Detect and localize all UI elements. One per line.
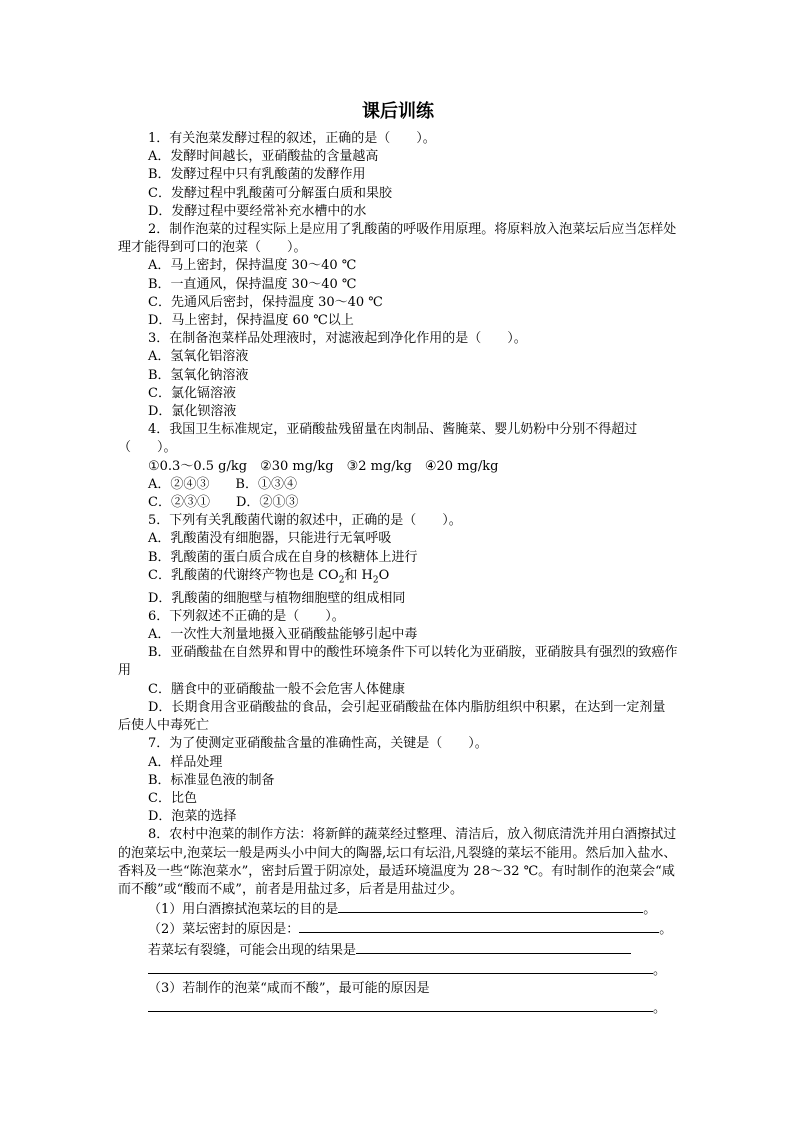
worksheet [118,100,678,1018]
sub-question-3: （3）若制作的泡菜“咸而不酸”，最可能的原因是 [148,980,430,996]
option-d: D．发酵过程中要经常补充水槽中的水 [148,203,367,219]
question-stem: 6．下列叙述不正确的是（ ）。 [148,608,345,624]
sub-question-1: （1）用白酒擦拭泡菜坛的目的是 。 [118,899,678,919]
question-stem: 7．为了使测定亚硝酸盐含量的准确性高，关键是（ ）。 [148,736,488,752]
question-4 [118,421,678,512]
sub-question-2b-continued: 。 [118,960,678,980]
option-a: A．发酵时间越长，亚硝酸盐的含量越高 [148,149,379,165]
question-8 [118,826,678,1018]
question-items: ①0.3～0.5 g/kg ②30 mg/kg ③2 mg/kg ④20 mg/kg [148,458,499,474]
sub-question-3-continued: 。 [118,998,678,1018]
option-a: A．样品处理 [148,754,223,770]
option-b: B．一直通风，保持温度 30～40 ℃ [148,276,357,292]
option-a: A．一次性大剂量地摄入亚硝酸盐能够引起中毒 [148,627,418,643]
option-a: A．乳酸菌没有细胞器，只能进行无氧呼吸 [148,531,392,547]
question-stem: 3．在制备泡菜样品处理液时，对滤液起到净化作用的是（ ）。 [148,331,527,347]
option-b: B．①③④ [235,476,297,492]
option-c: C．先通风后密封，保持温度 30～40 ℃ [148,294,383,310]
question-stem: 8．农村中泡菜的制作方法：将新鲜的蔬菜经过整理、清洁后，放入彻底清洗并用白酒擦拭过的泡菜坛中,泡菜坛一般是两头小中间大的陶器,坛口有坛沿,凡裂缝的菜坛不能用。然后加入盐水、香料及一些“陈泡菜水”，密封后置于阴凉处，最适环境温度为 28～32 ℃。有时制作的泡菜会“咸而不酸”或“酸而不咸”，前者是用盐过多，后者是用盐过少。 [118,827,677,897]
question-1 [118,130,678,221]
question-3 [118,330,678,421]
option-c: C．氯化镉溶液 [148,385,236,401]
option-a: A．②④③ [148,476,210,492]
answer-blank[interactable] [148,960,653,974]
option-b: B．标准显色液的制备 [148,772,275,788]
option-a: A．马上密封，保持温度 30～40 ℃ [148,258,357,274]
question-stem: 1．有关泡菜发酵过程的叙述，正确的是（ ）。 [148,131,436,146]
option-c: C．发酵过程中乳酸菌可分解蛋白质和果胶 [148,185,392,201]
option-c: C．②③① [148,495,210,511]
option-b: B．氢氧化钠溶液 [148,367,249,383]
option-d: D．②①③ [235,495,299,511]
option-c: C．乳酸菌的代谢终产物也是 $CO_2$和 $H_2O$ [148,567,390,586]
question-5 [118,512,678,608]
answer-blank[interactable] [299,919,659,933]
options-row-1 [118,476,678,494]
option-a: A．氢氧化铝溶液 [148,349,249,365]
question-7 [118,735,678,826]
option-b: B．乳酸菌的蛋白质合成在自身的核糖体上进行 [148,549,418,565]
sub-question-2: （2）菜坛密封的原因是： 。 [118,919,678,939]
options-row-2 [118,494,678,512]
option-c: C．膳食中的亚硝酸盐一般不会危害人体健康 [148,681,405,697]
page-title: 课后训练 [362,101,434,122]
answer-blank[interactable] [338,899,643,913]
option-d: D．长期食用含亚硝酸盐的食品，会引起亚硝酸盐在体内脂肪组织中积累，在达到一定剂量后使人中毒死亡 [118,699,666,734]
answer-blank[interactable] [148,998,653,1012]
option-d: D．泡菜的选择 [148,809,237,825]
question-stem: 4．我国卫生标准规定，亚硝酸盐残留量在肉制品、酱腌菜、婴儿奶粉中分别不得超过（ ）。 [118,422,638,456]
option-d: D．乳酸菌的细胞壁与植物细胞壁的组成相同 [148,590,406,606]
option-b: B．亚硝酸盐在自然界和胃中的酸性环境条件下可以转化为亚硝胺，亚硝胺具有强烈的致癌作用 [118,645,678,679]
option-d: D．氯化钡溶液 [148,404,237,420]
option-c: C．比色 [148,790,197,806]
question-2 [118,221,678,330]
question-stem: 5．下列有关乳酸菌代谢的叙述中，正确的是（ ）。 [148,513,462,529]
question-6 [118,608,678,735]
option-d: D．马上密封，保持温度 60 ℃以上 [148,313,354,329]
sub-question-2b: 若菜坛有裂缝，可能会出现的结果是 [118,940,678,960]
question-stem: 2．制作泡菜的过程实际上是应用了乳酸菌的呼吸作用原理。将原料放入泡菜坛后应当怎样处理才能得到可口的泡菜（ ）。 [118,222,677,256]
answer-blank[interactable] [356,940,631,954]
option-b: B．发酵过程中只有乳酸菌的发酵作用 [148,167,366,183]
